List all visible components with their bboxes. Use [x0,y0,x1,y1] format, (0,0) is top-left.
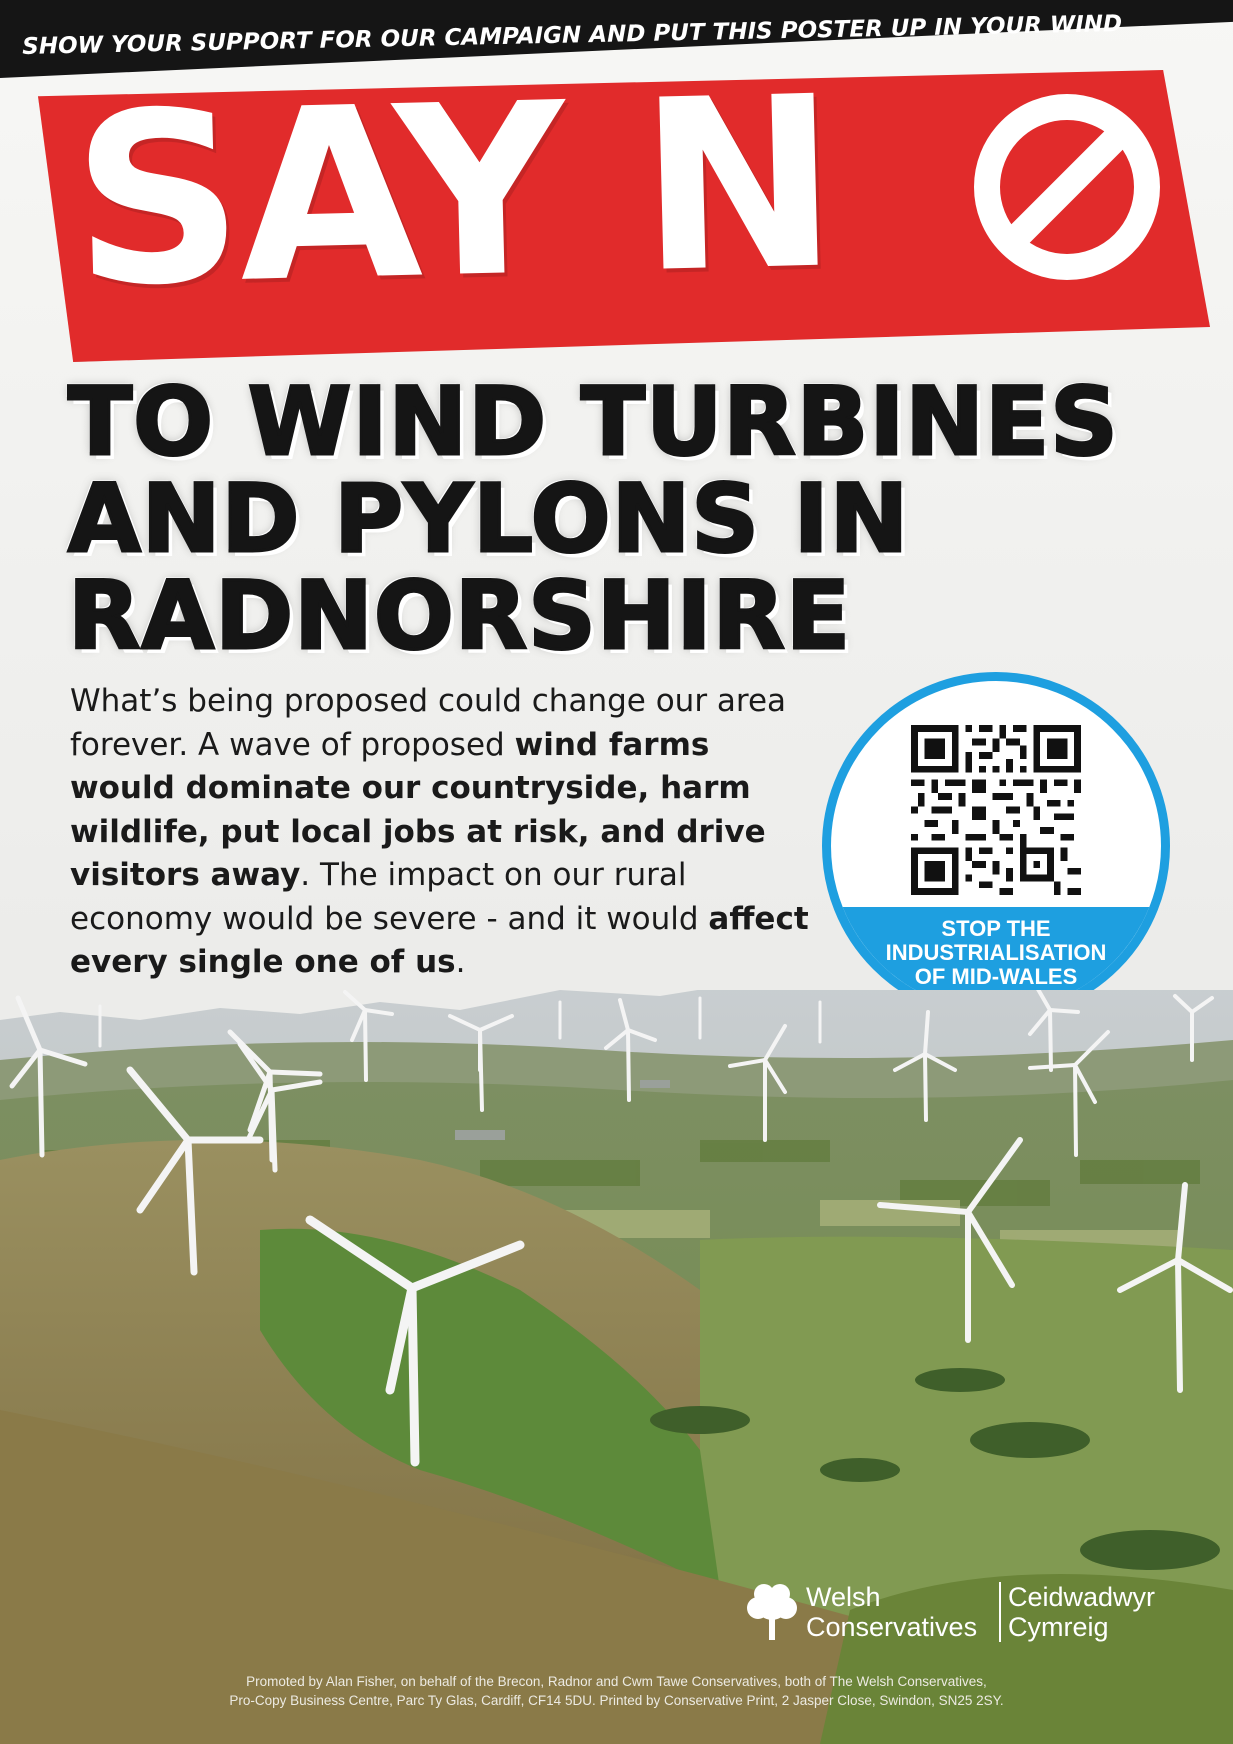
qr-badge-caption [831,917,1161,989]
body-bold-2: affect every single one of us [70,900,809,980]
body-paragraph [70,680,810,985]
headline-line-1: TO WIND TURBINES [68,368,1119,477]
logo-welsh-line-1: Ceidwadwyr [1008,1582,1156,1612]
logo-english-line-1: Welsh [806,1582,881,1612]
top-banner-text: SHOW YOUR SUPPORT FOR OUR CAMPAIGN AND PUT THIS POSTER UP IN YOUR WIND [22,10,1123,60]
oak-tree-icon [742,1580,802,1644]
imprint-line-1: Promoted by Alan Fisher, on behalf of the Brecon, Radnor and Cwm Tawe Conservatives, both of The Welsh Conservatives, [246,1674,987,1689]
imprint-text [0,1672,1233,1710]
body-text-3: . [455,944,466,980]
logo-english-text [806,1582,977,1642]
prohibition-sign-icon [972,92,1162,282]
body-text-2: . The impact on our rural economy would be severe - and it would [70,857,709,937]
headline [68,368,1188,671]
say-no-heading: SAY N [69,45,837,339]
qr-caption-line-3: OF MID-WALES [914,964,1078,989]
body-bold-1: wind farms would dominate our countryside, harm wildlife, put local jobs at risk, and drive visitors away [70,726,766,893]
headline-line-3: RADNORSHIRE [68,562,852,671]
imprint-line-2: Pro-Copy Business Centre, Parc Ty Glas, Cardiff, CF14 5DU. Printed by Conservative Print, 2 Jasper Close, Swindon, SN25 2SY. [229,1693,1004,1708]
headline-line-2: AND PYLONS IN [68,465,910,574]
welsh-conservatives-logo [742,1578,1182,1648]
logo-english-line-2: Conservatives [806,1612,978,1642]
qr-caption-line-2: INDUSTRIALISATION [885,940,1107,965]
logo-welsh-line-2: Cymreig [1008,1612,1109,1642]
logo-divider [999,1582,1001,1642]
qr-caption-line-1: STOP THE [941,916,1051,941]
logo-welsh-text [1008,1582,1155,1642]
qr-code[interactable] [911,725,1081,895]
qr-badge [822,672,1170,1020]
body-text-1: What’s being proposed could change our area forever. A wave of proposed [70,683,787,763]
